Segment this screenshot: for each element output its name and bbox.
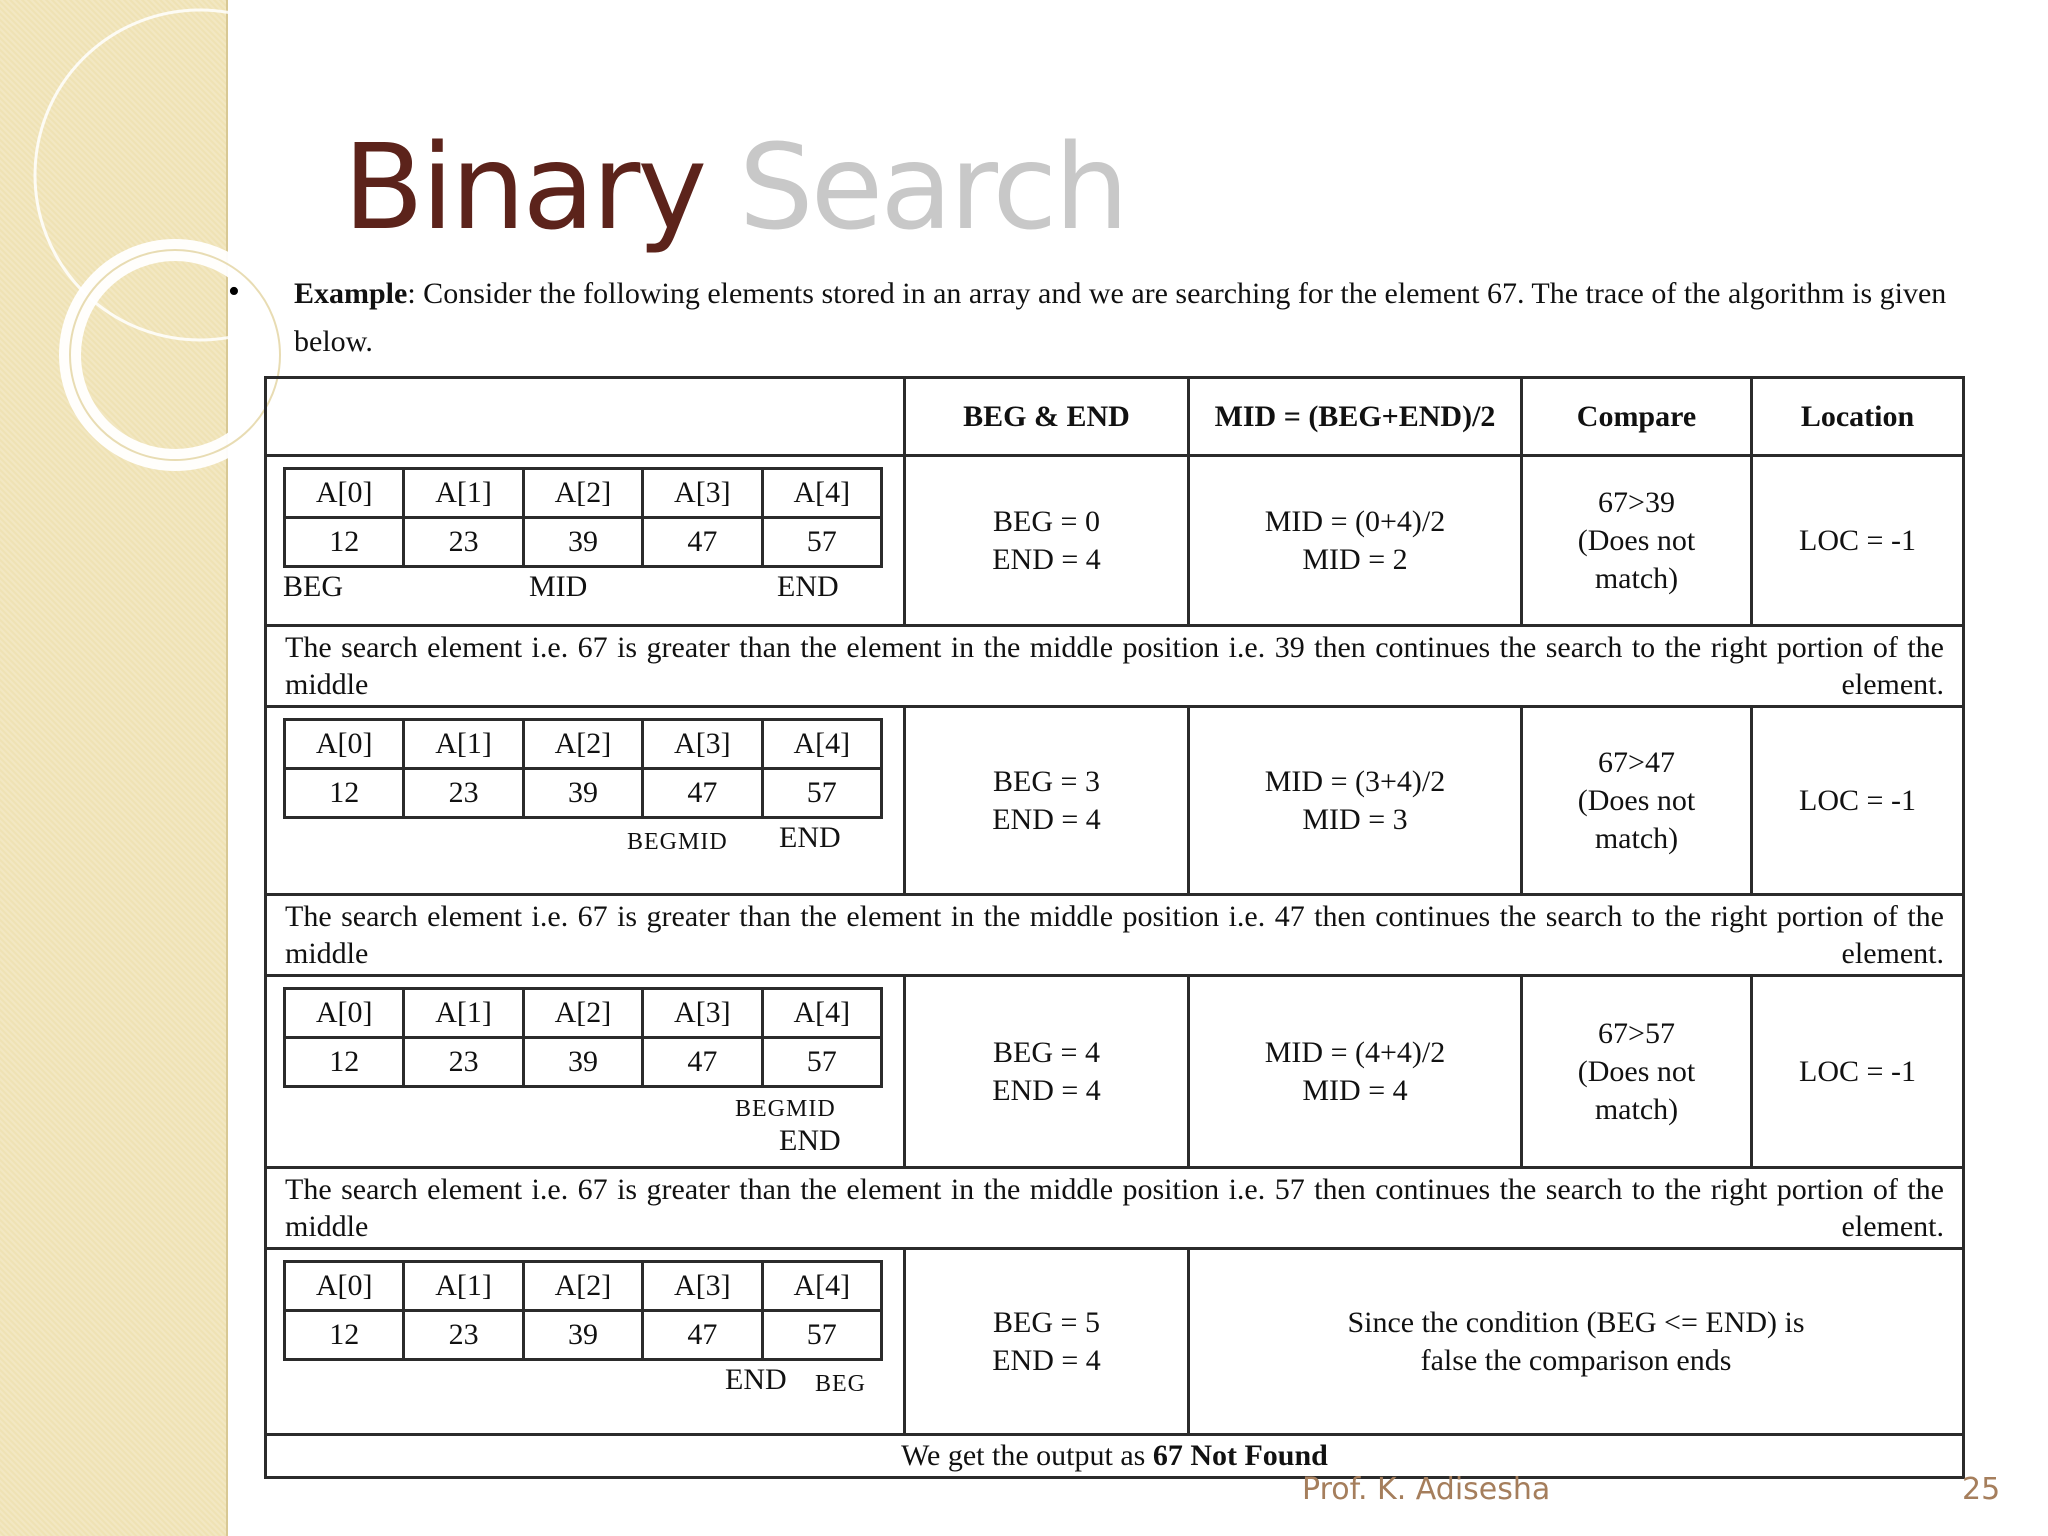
label-begmid: BEGMID [735,1096,836,1122]
beg-end-cell: BEG = 5 END = 4 [905,1249,1189,1435]
explanation-text: The search element i.e. 67 is greater than the element in the middle position i.e. 47 then continues the search to the right portion of the middle element. [266,895,1964,976]
array-cell [266,456,905,626]
label-beg: BEG [283,570,343,603]
explanation-row [266,626,1964,707]
compare-cell: 67>39 (Does not match) [1522,456,1752,626]
label-beg: BEG [815,1371,866,1397]
mid-cell: MID = (0+4)/2 MID = 2 [1189,456,1522,626]
location-cell: LOC = -1 [1752,976,1964,1168]
location-cell: LOC = -1 [1752,707,1964,895]
array-cell [266,976,905,1168]
intro-paragraph [294,270,2002,366]
beg-end-cell: BEG = 4 END = 4 [905,976,1189,1168]
label-begmid: BEGMID [627,829,728,855]
mid-cell: MID = (3+4)/2 MID = 3 [1189,707,1522,895]
explanation-row [266,1168,1964,1249]
title-word-search: Search [738,118,1127,256]
condition-cell: Since the condition (BEG <= END) is false the comparison ends [1189,1249,1964,1435]
header-mid: MID = (BEG+END)/2 [1189,378,1522,456]
explanation-row [266,895,1964,976]
compare-cell: 67>47 (Does not match) [1522,707,1752,895]
header-array-cell [266,378,905,456]
label-end: END [779,1124,841,1157]
table-row [266,976,1964,1168]
output-text: We get the output as 67 Not Found [266,1435,1964,1478]
beg-end-cell: BEG = 0 END = 4 [905,456,1189,626]
label-end: END [777,570,839,603]
location-cell: LOC = -1 [1752,456,1964,626]
table-row [266,1249,1964,1435]
output-result: 67 Not Found [1152,1439,1328,1472]
footer-author: Prof. K. Adisesha [1302,1472,1551,1507]
label-end: END [725,1363,787,1396]
page-number: 25 [1962,1472,2001,1507]
header-compare: Compare [1522,378,1752,456]
bullet-icon: • [228,273,240,310]
intro-text: : Consider the following elements stored in an array and we are searching for the element 67. The trace of the algorithm is given below. [294,277,1947,358]
header-location: Location [1752,378,1964,456]
array-table: A[0] A[1] A[2] A[3] A[4] 12 23 39 47 57 [283,467,883,568]
title-word-binary: Binary [343,118,705,256]
explanation-text: The search element i.e. 67 is greater than the element in the middle position i.e. 39 then continues the search to the right portion of the middle element. [266,626,1964,707]
trace-table [264,376,1965,1479]
table-header-row [266,378,1964,456]
output-row [266,1435,1964,1478]
array-table: A[0] A[1] A[2] A[3] A[4] 12 23 39 47 57 [283,1260,883,1361]
array-table: A[0] A[1] A[2] A[3] A[4] 12 23 39 47 57 [283,987,883,1088]
array-cell [266,707,905,895]
decorative-rings-icon [0,0,300,560]
array-cell [266,1249,905,1435]
beg-end-cell: BEG = 3 END = 4 [905,707,1189,895]
array-table: A[0] A[1] A[2] A[3] A[4] 12 23 39 47 57 [283,718,883,819]
intro-bold: Example [294,277,408,310]
table-row [266,707,1964,895]
page-title [343,118,1127,256]
label-end: END [779,821,841,854]
header-beg-end: BEG & END [905,378,1189,456]
label-mid: MID [529,570,588,603]
compare-cell: 67>57 (Does not match) [1522,976,1752,1168]
mid-cell: MID = (4+4)/2 MID = 4 [1189,976,1522,1168]
table-row [266,456,1964,626]
explanation-text: The search element i.e. 67 is greater than the element in the middle position i.e. 57 then continues the search to the right portion of the middle element. [266,1168,1964,1249]
